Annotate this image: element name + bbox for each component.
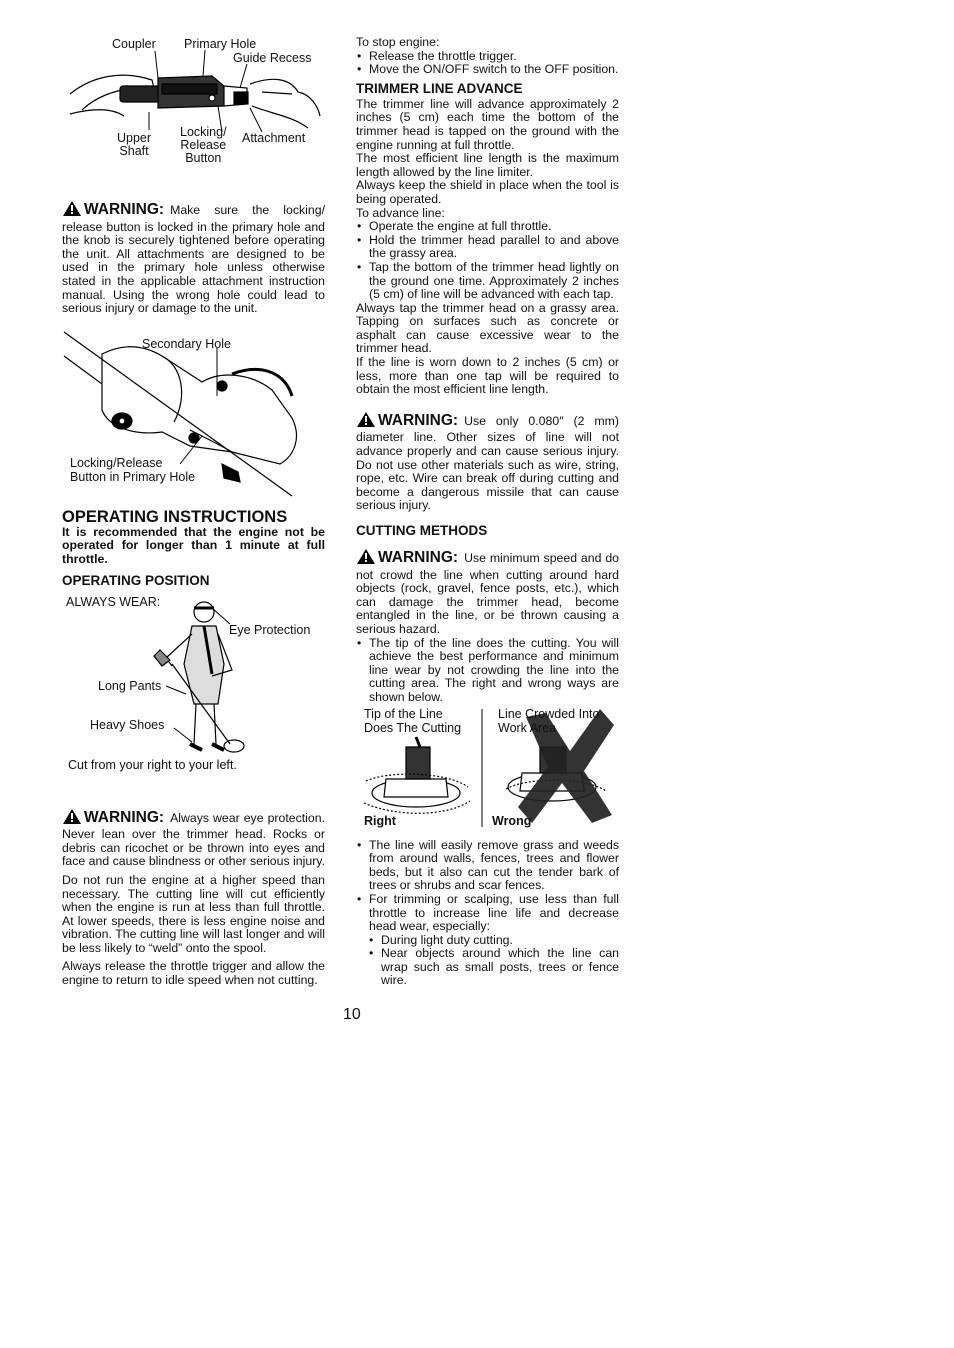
operating-instructions-intro: It is recommended that the engine not be operated for longer than 1 minute at full throttle. xyxy=(62,524,325,566)
trimmer-line-advance-title: TRIMMER LINE ADVANCE xyxy=(356,80,523,96)
coupler-figure xyxy=(62,36,325,186)
operating-position-title: OPERATING POSITION xyxy=(62,572,210,588)
line-advance-p1: The trimmer line will advance approximately 2 inches (5 cm) each time the bottom of the trimmer head is tapped on the ground with the engine running at full throttle. xyxy=(356,96,619,152)
label-locking-primary-hole: Locking/Release Button in Primary Hole xyxy=(70,455,196,484)
label-eye-protection: Eye Protection xyxy=(229,622,311,637)
page-number: 10 xyxy=(343,1006,361,1023)
warning-cutting-methods xyxy=(356,548,619,637)
right-wrong-figure xyxy=(356,707,619,831)
throttle-paragraph: Do not run the engine at a higher speed than necessary. The cutting line will cut efficiently when the engine is run at less than full throttle. At lower speeds, there is less engine noise and vibration. The cutting line will last longer and will be less likely to “weld” onto the spool. xyxy=(62,872,325,955)
line-advance-p2: The most efficient line length is the maximum length allowed by the line limiter. xyxy=(356,151,619,179)
warning-label: WARNING: xyxy=(84,808,165,826)
cutting-methods-title: CUTTING METHODS xyxy=(356,523,488,538)
line-advance-list xyxy=(356,220,619,302)
list-item: • The tip of the line does the cutting. You will achieve the best performance and minimum line wear by not crowding the line into the cutting area. The right and wrong ways are shown below. xyxy=(356,637,619,705)
warning-triangle-icon xyxy=(62,808,82,829)
idle-paragraph: Always release the throttle trigger and allow the engine to return to idle speed when not cutting. xyxy=(62,959,325,988)
label-coupler: Coupler xyxy=(112,37,156,51)
cutting-list-2 xyxy=(356,839,619,934)
warning-triangle-icon xyxy=(62,200,82,221)
stop-engine-list xyxy=(356,50,619,77)
caption-wrong-way: Line Crowded Into Work Area xyxy=(498,706,600,735)
caption-right-way: Tip of the Line Does The Cutting xyxy=(364,706,462,735)
operating-instructions-title: OPERATING INSTRUCTIONS xyxy=(62,507,288,526)
warning-eye-protection xyxy=(62,808,325,869)
operator-figure xyxy=(62,594,325,794)
line-advance-p4: To advance line: xyxy=(356,205,445,220)
list-item: • Operate the engine at full throttle. xyxy=(356,220,619,234)
warning-text: Make sure the locking/ release button is locked in the primary hole and the knob is securely tightened before operating the unit. All attachments are designed to be used in the primary hole unless otherwise stated in the applicable attachment instruction manual. Using the wrong hole could lead to serious injury or damage to the unit. xyxy=(62,203,325,316)
shaft-holes-figure xyxy=(62,326,325,504)
list-item: • Hold the trimmer head parallel to and above the grassy area. xyxy=(356,234,619,261)
warning-label: WARNING: xyxy=(378,549,459,566)
label-right: Right xyxy=(364,813,396,828)
list-item: • Release the throttle trigger. xyxy=(356,50,619,64)
list-item: • Move the ON/OFF switch to the OFF position. xyxy=(356,63,619,77)
warning-line-size xyxy=(356,411,619,513)
right-column xyxy=(356,36,619,988)
list-item: • The line will easily remove grass and weeds from around walls, fences, trees and flower beds, but it also can cut the tender bark of trees or shrubs and scar fences. xyxy=(356,839,619,893)
label-wrong: Wrong xyxy=(492,813,532,828)
line-advance-p5: Always tap the trimmer head on a grassy area. Tapping on surfaces such as concrete or asphalt can cause excessive wear to the trimmer head. xyxy=(356,300,619,356)
left-column xyxy=(62,36,325,988)
label-attachment: Attachment xyxy=(242,131,306,145)
line-advance-p3: Always keep the shield in place when the tool is being operated. xyxy=(356,178,619,206)
label-locking-release-button: Locking/ Release Button xyxy=(180,125,227,165)
warning-locking-button xyxy=(62,200,325,316)
label-upper-shaft: Upper Shaft xyxy=(117,131,152,158)
list-item: • During light duty cutting. xyxy=(368,934,619,948)
warning-label: WARNING: xyxy=(84,201,165,218)
warning-text: Use minimum speed and do not crowd the line when cutting around hard objects (rock, gravel, fence posts, etc.), which can damage the trimmer head, become entangled in the line, or be thrown causing a serious hazard. xyxy=(356,551,619,636)
line-advance-p6: If the line is worn down to 2 inches (5 cm) or less, more than one tap will be required to obtain the most efficient line length. xyxy=(356,355,619,397)
label-primary-hole: Primary Hole xyxy=(184,37,257,51)
label-long-pants: Long Pants xyxy=(98,678,162,693)
label-heavy-shoes: Heavy Shoes xyxy=(90,717,165,732)
warning-text: Always wear eye protection. Never lean over the trimmer head. Rocks or debris can ricochet or be thrown into eyes and face and cause blindness or other serious injury. xyxy=(62,810,325,869)
stop-engine-heading: To stop engine: xyxy=(356,35,440,49)
cutting-list-1 xyxy=(356,637,619,705)
warning-triangle-icon xyxy=(356,548,376,569)
list-item: • For trimming or scalping, use less than full throttle to increase line life and decrease head wear, especially: xyxy=(356,893,619,934)
warning-text: Use only 0.080″ (2 mm) diameter line. Other sizes of line will not advance properly and can cause serious injury. Do not use other materials such as wire, string, rope, etc. Wire can break off during cutting and become a dangerous missile that can cause serious injury. xyxy=(356,413,619,513)
cutting-sub-list xyxy=(368,934,619,988)
label-secondary-hole: Secondary Hole xyxy=(142,336,231,351)
warning-label: WARNING: xyxy=(378,411,459,429)
label-guide-recess: Guide Recess xyxy=(233,51,312,65)
label-cut-direction: Cut from your right to your left. xyxy=(68,757,237,772)
warning-triangle-icon xyxy=(356,411,376,432)
label-always-wear: ALWAYS WEAR: xyxy=(66,594,161,609)
list-item: • Tap the bottom of the trimmer head lightly on the ground one time. Approximately 2 inches (5 cm) of line will be advanced with each tap. xyxy=(356,261,619,302)
list-item: • Near objects around which the line can wrap such as small posts, trees or fence wire. xyxy=(368,947,619,988)
